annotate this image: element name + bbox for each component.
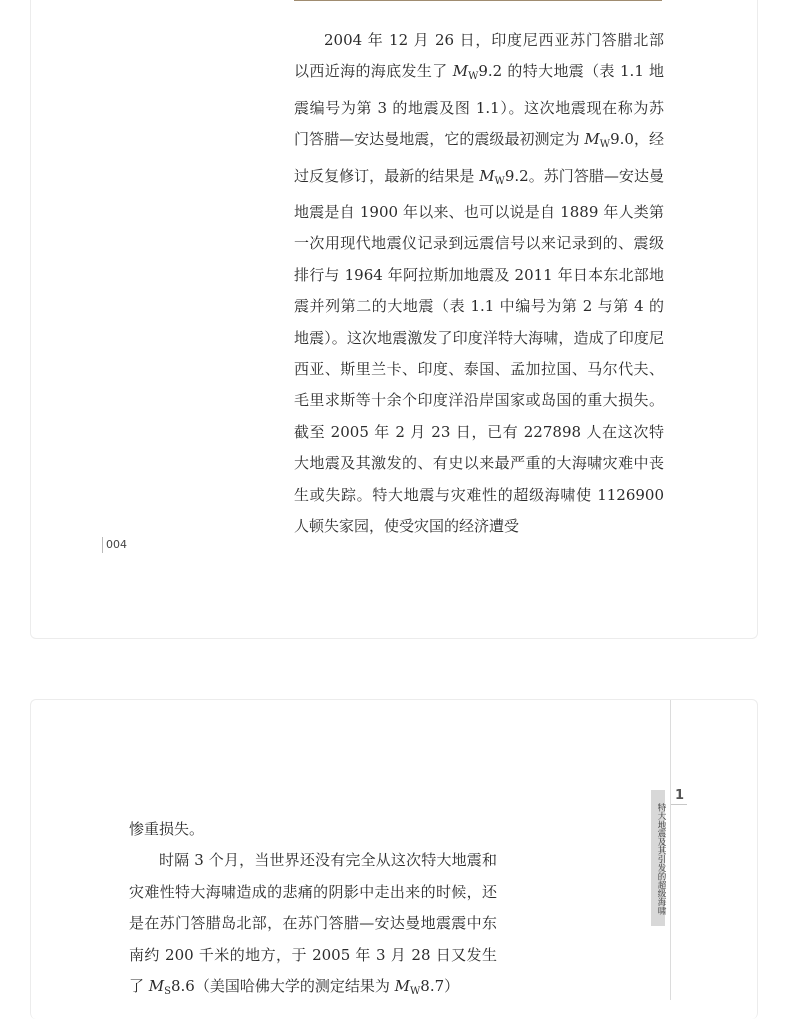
paragraph-continuation: 惨重损失。 — [129, 820, 205, 838]
page-number: 004 — [102, 537, 127, 553]
chapter-number-rule — [671, 804, 687, 805]
page-005 — [30, 699, 758, 1019]
margin-rule — [670, 700, 671, 1000]
paragraph-sumatra-quake: 2004 年 12 月 26 日，印度尼西亚苏门答腊北部以西近海的海底发生了 $M_W9.2$ 的特大地震（表 1.1 地震编号为第 3 的地震及图 1.1）。这次地震现在称为苏门答腊—安达曼地震，它的震级最初测定为 $M_W9.0$，经过反复修订，最新的结果是 $M_W9.2$。苏门答腊—安达曼地震是自 1900 年以来、也可以说是自 1889 年人类第一次用现代地震仪记录到远震信号以来记录到的、震级排行与 1964 年阿拉斯加地震及 2011 年日本东北部地震并列第二的大地震（表 1.1 中编号为第 2 与第 4 的地震）。这次地震激发了印度洋特大海啸，造成了印度尼西亚、斯里兰卡、印度、泰国、孟加拉国、马尔代夫、毛里求斯等十余个印度洋沿岸国家或岛国的重大损失。截至 2005 年 2 月 23 日，已有 227898 人在这次特大地震及其激发的、有史以来最严重的大海啸灾难中丧生或失踪。特大地震与灾难性的超级海啸使 1126900 人顿失家园，使受灾国的经济遭受 — [294, 31, 664, 536]
body-text — [294, 25, 664, 543]
paragraph-second-quake: 时隔 3 个月，当世界还没有完全从这次特大地震和灾难性特大海啸造成的悲痛的阴影中走出来的时候，还是在苏门答腊岛北部，在苏门答腊—安达曼地震震中东南约 200 千米的地方，于 2005 年 3 月 28 日又发生了 $M_S8.6$（美国哈佛大学的测定结果为 $M_W8.7$） — [129, 851, 497, 998]
body-text — [129, 814, 497, 1007]
chapter-tab: 特大地震及其引发的超级海啸 — [651, 790, 665, 926]
chapter-number: 1 — [675, 788, 685, 803]
page-004 — [30, 0, 758, 639]
header-rule — [294, 0, 662, 1]
